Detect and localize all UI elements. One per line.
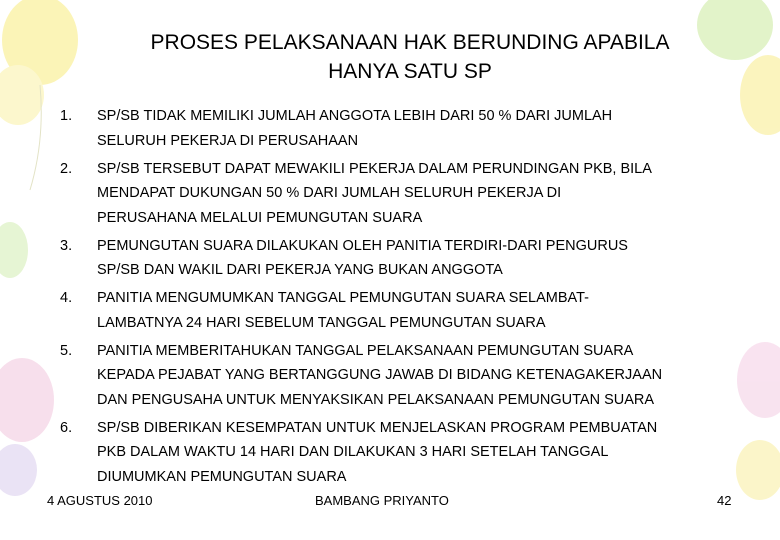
title-line-1: PROSES PELAKSANAAN HAK BERUNDING APABILA	[150, 31, 670, 54]
item-line: KEPADA PEJABAT YANG BERTANGGUNG JAWAB DI BIDANG KETENAGAKERJAAN	[97, 367, 663, 383]
item-line: DAN PENGUSAHA UNTUK MENYAKSIKAN PELAKSANAAN PEMUNGUTAN SUARA	[97, 391, 655, 408]
item-number: 1.	[60, 108, 73, 124]
slide-title	[40, 28, 780, 86]
item-line: LAMBATNYA 24 HARI SEBELUM TANGGAL PEMUNGUTAN SUARA	[97, 314, 546, 331]
item-number: 3.	[60, 237, 73, 254]
item-line: PERUSAHANA MELALUI PEMUNGUTAN SUARA	[97, 209, 423, 226]
item-line: PKB DALAM WAKTU 14 HARI DAN DILAKUKAN 3 HARI SETELAH TANGGAL	[97, 444, 609, 460]
item-line: DIUMUMKAN PEMUNGUTAN SUARA	[97, 468, 347, 485]
item-line: PANITIA MENGUMUMKAN TANGGAL PEMUNGUTAN SUARA SELAMBAT-	[97, 290, 590, 306]
item-line: PEMUNGUTAN SUARA DILAKUKAN OLEH PANITIA TERDIRI-DARI PENGURUS	[97, 237, 628, 254]
item-text	[97, 339, 750, 413]
item-number: 6.	[60, 419, 73, 436]
list-item	[60, 157, 750, 231]
numbered-list	[60, 104, 750, 493]
footer-author: BAMBANG PRIYANTO	[315, 493, 449, 508]
item-line: SP/SB DIBERIKAN KESEMPATAN UNTUK MENJELASKAN PROGRAM PEMBUATAN	[97, 419, 658, 436]
list-item	[60, 234, 750, 283]
item-text	[97, 416, 750, 490]
title-line-2: HANYA SATU SP	[328, 60, 492, 83]
item-line: PANITIA MEMBERITAHUKAN TANGGAL PELAKSANAAN PEMUNGUTAN SUARA	[97, 342, 634, 359]
item-number: 2.	[60, 160, 73, 177]
item-line: MENDAPAT DUKUNGAN 50 % DARI JUMLAH SELURUH PEKERJA DI	[97, 185, 562, 201]
item-number: 5.	[60, 342, 73, 359]
item-line: SELURUH PEKERJA DI PERUSAHAAN	[97, 132, 359, 149]
list-item	[60, 286, 750, 335]
item-text	[97, 157, 750, 231]
item-line: SP/SB TERSEBUT DAPAT MEWAKILI PEKERJA DALAM PERUNDINGAN PKB, BILA	[97, 160, 652, 177]
balloon-lavender-bottomleft	[0, 444, 37, 496]
item-line: SP/SB DAN WAKIL DARI PEKERJA YANG BUKAN ANGGOTA	[97, 262, 503, 278]
list-item	[60, 416, 750, 490]
balloon-green-midleft	[0, 222, 28, 278]
item-text	[97, 286, 750, 335]
balloon-pink-bottomleft	[0, 358, 54, 442]
list-item	[60, 339, 750, 413]
list-item	[60, 104, 750, 153]
item-number: 4.	[60, 290, 73, 306]
footer-date: 4 AGUSTUS 2010	[47, 493, 153, 508]
page-number: 42	[717, 493, 732, 508]
item-text	[97, 234, 750, 283]
item-text	[97, 104, 750, 153]
item-line: SP/SB TIDAK MEMILIKI JUMLAH ANGGOTA LEBIH DARI 50 % DARI JUMLAH	[97, 108, 613, 124]
